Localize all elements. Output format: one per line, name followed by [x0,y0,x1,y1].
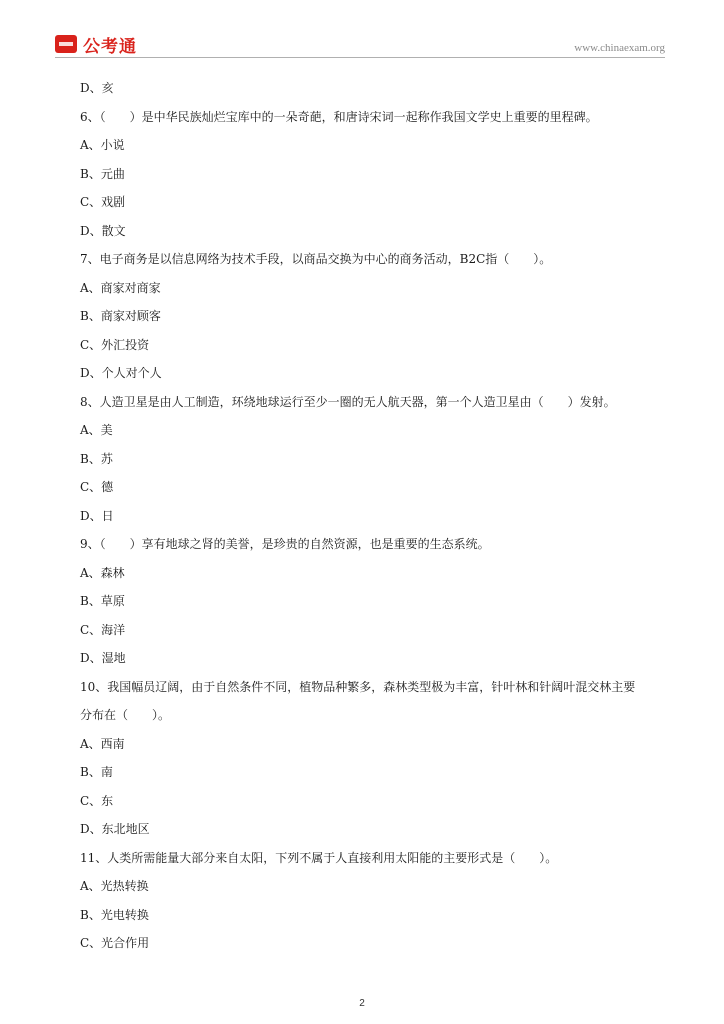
option-line: C、光合作用 [80,936,150,950]
option-line: D、散文 [80,223,126,238]
option-line: D、东北地区 [80,822,150,836]
logo-text: 公考通 [83,37,137,57]
option-line: C、戏剧 [80,195,126,209]
question-line-continued: 分布在（ ）。 [80,708,171,722]
option-line: A、森林 [80,565,125,580]
option-line: A、光热转换 [80,879,149,893]
option-line: C、海洋 [80,622,126,637]
option-line: B、元曲 [80,166,125,181]
site-url: www.chinaexam.org [574,42,665,54]
question-line: 6、（ ）是中华民族灿烂宝库中的一朵奇葩，和唐诗宋词一起称作我国文学史上重要的里程碑。 [80,109,598,124]
question-line: 10、我国幅员辽阔，由于自然条件不同，植物品种繁多，森林类型极为丰富，针叶林和针阔叶混交林主要 [80,679,636,694]
question-line: 7、电子商务是以信息网络为技术手段，以商品交换为中心的商务活动，B2C指（ ）。 [80,252,552,266]
question-line: 9、（ ）享有地球之肾的美誉，是珍贵的自然资源，也是重要的生态系统。 [80,537,490,551]
question-line: 11、人类所需能量大部分来自太阳，下列不属于人直接利用太阳能的主要形式是（ ）。 [80,850,558,865]
page-number: 2 [359,998,365,1009]
option-line: A、商家对商家 [80,280,161,295]
option-line: A、美 [80,423,113,437]
logo-icon [55,35,77,53]
option-line: D、湿地 [80,651,126,665]
page-header [55,34,665,58]
option-line: B、商家对顾客 [80,309,161,323]
option-line: B、光电转换 [80,907,149,922]
option-line: A、小说 [80,138,125,152]
option-line: A、西南 [80,736,125,751]
option-line: C、德 [80,480,114,494]
option-line: C、东 [80,793,114,808]
question-content [80,78,670,962]
option-line: B、草原 [80,594,125,608]
option-line: D、亥 [80,81,114,95]
option-line: C、外汇投资 [80,337,150,352]
option-line: B、苏 [80,451,113,466]
question-line: 8、人造卫星是由人工制造，环绕地球运行至少一圈的无人航天器，第一个人造卫星由（ ）发射。 [80,394,616,409]
option-line: D、个人对个人 [80,366,162,380]
option-line: B、南 [80,765,113,779]
option-line: D、日 [80,508,114,523]
header-divider [55,57,665,58]
